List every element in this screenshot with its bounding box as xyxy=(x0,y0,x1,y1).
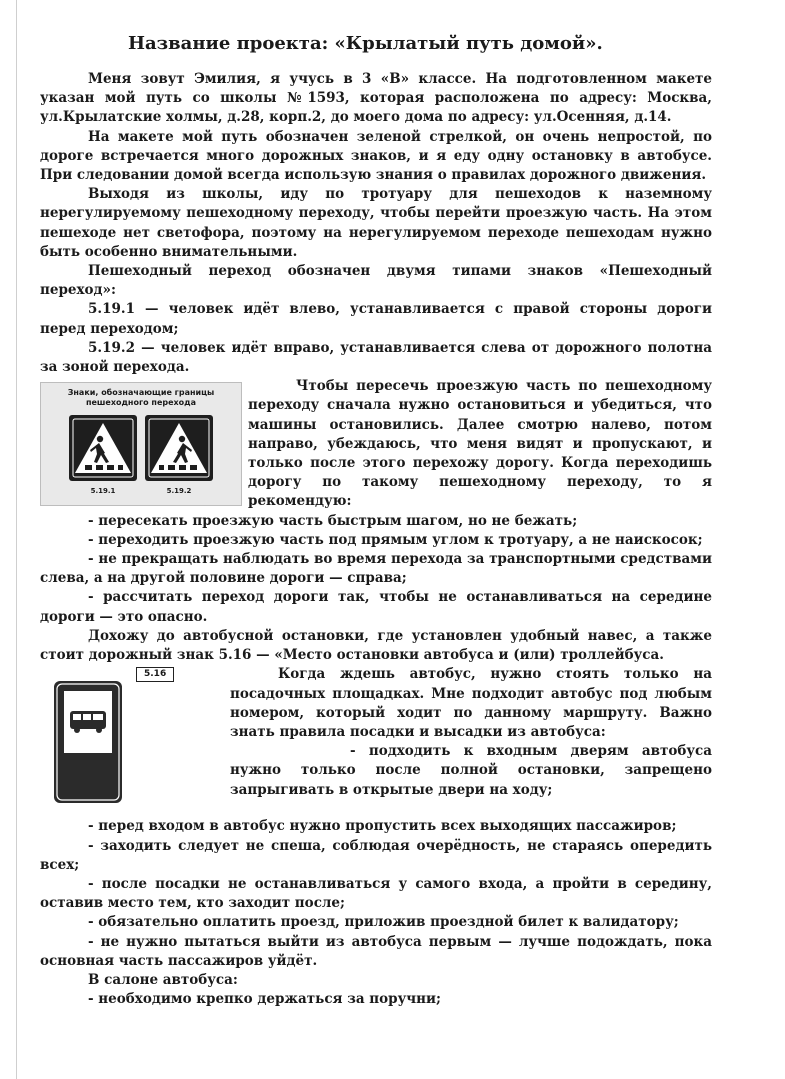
list-item: - после посадки не останавливаться у самого входа, а пройти в середину, оставив место тем, кто заходит после; xyxy=(40,875,712,912)
list-item: - не нужно пытаться выйти из автобуса первым — лучше подождать, пока основная часть пассажиров уйдёт. xyxy=(40,933,712,969)
paragraph-bus-stop: Дохожу до автобусной остановки, где установлен удобный навес, а также стоит дорожный знак 5.16 — «Место остановки автобуса и (или) троллейбуса. xyxy=(40,627,712,664)
bus-stop-figure xyxy=(40,667,220,817)
paragraph-sign-5-19-1: 5.19.1 — человек идёт влево, устанавливается с правой стороны дороги перед переходом; xyxy=(40,301,712,337)
list-item: - не прекращать наблюдать во время перехода за транспортными средствами слева, а на другой половине дороги — справа; xyxy=(40,551,712,587)
list-item: - перед входом в автобус нужно пропустить всех выходящих пассажиров; xyxy=(88,818,677,835)
paragraph-route: На макете мой путь обозначен зеленой стрелкой, он очень непростой, по дороге встречается много дорожных знаков, и я еду одну остановку в автобусе. При следовании домой всегда использую знания о правилах дорожного движения. xyxy=(40,128,712,184)
paragraph-how-to-cross: Чтобы пересечь проезжую часть по пешеходному переходу сначала нужно остановиться и убедиться, что машины остановились. Далее смотрю налево, потом направо, убеждаюсь, что меня видят и пропускают, и только после этого перехожу дорогу. Когда переходишь дорогу по такому пешеходному переходу, то я рекомендую: xyxy=(248,378,712,510)
list-item: - обязательно оплатить проезд, приложив проездной билет к валидатору; xyxy=(88,914,679,931)
pedestrian-crossing-sign-left-icon xyxy=(69,415,137,481)
document-title: Название проекта: «Крылатый путь домой». xyxy=(128,33,603,54)
crossing-signs-caption: Знаки, обозначающие границы пешеходного перехода xyxy=(67,388,215,408)
bus-stop-sign-icon xyxy=(54,681,122,803)
list-item: - подходить к входным дверям автобуса нужно только после полной остановки, запрещено запрыгивать в открытые двери на ходу; xyxy=(230,743,712,798)
document-body xyxy=(40,70,712,1009)
paragraph-signs-intro: Пешеходный переход обозначен двумя типами знаков «Пешеходный переход»: xyxy=(40,263,712,299)
list-item: - переходить проезжую часть под прямым углом к тротуару, а не наискосок; xyxy=(88,531,703,548)
sign-label-5-19-2: 5.19.2 xyxy=(166,487,192,496)
paragraph-waiting-bus: Когда ждешь автобус, нужно стоять только на посадочных площадках. Мне подходит автобус под любым номером, который ходит по данному маршруту. Важно знать правила посадки и высадки из автобуса: xyxy=(230,666,712,740)
list-item: - необходимо крепко держаться за поручни; xyxy=(88,991,442,1008)
list-item: - рассчитать переход дороги так, чтобы не останавливаться на середине дороги — это опасно. xyxy=(40,589,712,625)
paragraph-sign-5-19-2: 5.19.2 — человек идёт вправо, устанавливается слева от дорожного полотна за зоной перехода. xyxy=(40,339,712,376)
paragraph-crossing: Выходя из школы, иду по тротуару для пешеходов к наземному нерегулируемому пешеходному переходу, чтобы перейти проезжую часть. На этом пешеходе нет светофора, поэтому на нерегулируемом переходе пешеходам нужно быть особенно внимательными. xyxy=(40,186,712,260)
paragraph-intro: Меня зовут Эмилия, я учусь в 3 «В» классе. На подготовленном макете указан мой путь со школы №1593, которая расположена по адресу: Москва, ул.Крылатские холмы, д.28, корп.2, до моего дома по адресу: ул.Осенняя, д.14. xyxy=(40,71,712,126)
pedestrian-crossing-sign-right-icon xyxy=(145,415,213,481)
crossing-signs-figure xyxy=(40,382,242,506)
paragraph-in-bus: В салоне автобуса: xyxy=(88,971,238,988)
list-item: - заходить следует не спеша, соблюдая очерёдность, не стараясь опередить всех; xyxy=(40,837,712,873)
scan-edge xyxy=(16,0,17,1079)
sign-label-5-19-1: 5.19.1 xyxy=(90,487,116,496)
sign-label-5-16: 5.16 xyxy=(136,667,174,682)
list-item: - пересекать проезжую часть быстрым шагом, но не бежать; xyxy=(88,512,578,529)
